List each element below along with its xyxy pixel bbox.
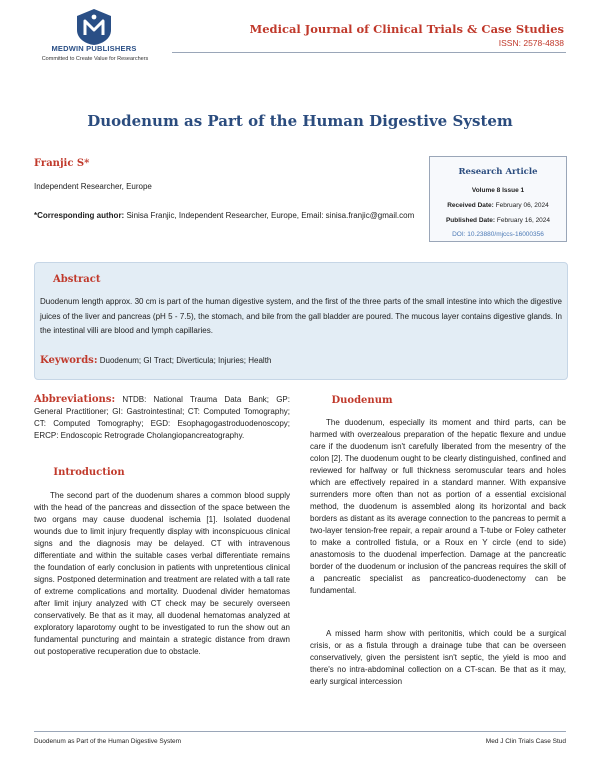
introduction-text bbox=[34, 490, 290, 658]
abstract-box bbox=[34, 262, 568, 380]
corresponding-author bbox=[34, 208, 426, 223]
author-name: Franjic S* bbox=[34, 158, 90, 169]
abstract-text: Duodenum length approx. 30 cm is part of the human digestive system, and the first of the three parts of the small intestine into which the digestive juices of the liver and pancreas (pH 5 - 7.5), the stomach, and bile from the gall bladder are poured. The mucous layer contains digestive glands. In the intestinal villi are blood and lymph capillaries. bbox=[40, 297, 562, 335]
introduction-paragraph: The second part of the duodenum shares a common blood supply with the head of the pancreas and dissection of the space between the two organs may cause duodenal ischemia [1]. Isolated duodenal wounds due to limit injury frequently display with inconspicuous clinical signs and the diagnosis may be delayed. CT with intravenous differentiate and within the suitable cases verbal differentiate remains the foundation of early conclusion in patients with unpretentious clinical signs. Postponed determination and treatment are related with a tall rate of extreme complications and mortality. Duodenal divider hematomas after limit injury analyzed with CT check may be securely overseen conservatively. Be that as it may, all duodenal hematomas analyzed at exploratory laparotomy ought to be investigated to run the show out an fundamental puncturing and maintain a strategic distance from drawn out postoperative recuperation due to obstacle. bbox=[34, 491, 290, 656]
duodenum-paragraph-2: A missed harm show with peritonitis, which could be a surgical crisis, or as a fistula through a drainage tube that can be overseen conservatively, given the persistent isn't septic, the yield is moo and there's no intra-abdominal collection on a CT-scan. Be that as it may, early surgical intercession bbox=[310, 629, 566, 686]
received-date: Received Date: February 06, 2024 bbox=[447, 202, 549, 209]
header-divider bbox=[172, 52, 566, 53]
issn: ISSN: 2578-4838 bbox=[498, 38, 564, 48]
duodenum-paragraph-1: The duodenum, especially its moment and third parts, can be harmed with overzealous preparation of the hepatic flexure and undue care if the duodenum isn't carefully liberated from the mesentry of the colon [2]. The duodenum ought to be clearly distinguished, confined and reviewed for halfway or full thickness seromuscular tears and holes which are effectively repaired in a standard manner. With expansive surrenders more often than not as portion of a essential excisional method, the duodenum is assembled along its horizontal and back borders as distant as its average connection to the pancreas to permit a two-layer tension-free repair, a repair around a T-tube or Foley catheter to make a controlled fistula, or a Roux en Y circle (end to side) anastomosis to the duodenal imperfection. Damage at the pancreatic border of the duodenum or inclusion of the pancreas requires the skill of a pancreatic specialist as pancreatico-duodenectomy can be fundamental. bbox=[310, 418, 566, 595]
volume-issue: Volume 8 Issue 1 bbox=[471, 187, 525, 194]
doi-link[interactable]: DOI: 10.23880/mjccs-16000356 bbox=[452, 231, 544, 238]
published-date: Published Date: February 16, 2024 bbox=[445, 217, 551, 224]
abbreviations-text: NTDB: National Trauma Data Bank; GP: General Practitioner; GI: Gastrointestinal; CT: Computed Tomography; CT: Computed Tomography; EGD: Esophagogastroduodenoscopy; ERCP: Endoscopic Retrograde Cholangiopancreatography. bbox=[34, 395, 290, 440]
author-affiliation: Independent Researcher, Europe bbox=[34, 182, 152, 191]
article-title: Duodenum as Part of the Human Digestive System bbox=[87, 112, 513, 130]
publisher-name: MEDWIN PUBLISHERS bbox=[51, 44, 137, 53]
corresponding-label: *Corresponding author: bbox=[34, 211, 125, 220]
abbreviations-label: Abbreviations: bbox=[34, 394, 116, 405]
keywords-text: Duodenum; GI Tract; Diverticula; Injuries; Health bbox=[99, 356, 272, 365]
article-info-box bbox=[429, 156, 567, 242]
footer-running-title: Duodenum as Part of the Human Digestive System bbox=[34, 738, 182, 745]
abbreviations-block bbox=[34, 394, 290, 442]
keywords-line bbox=[40, 355, 271, 366]
journal-title: Medical Journal of Clinical Trials & Case Studies bbox=[249, 22, 564, 36]
corresponding-text: Sinisa Franjic, Independent Researcher, Europe, Email: sinisa.franjic@gmail.com bbox=[126, 211, 415, 220]
article-type: Research Article bbox=[458, 167, 538, 177]
introduction-heading: Introduction bbox=[53, 467, 125, 478]
footer-divider bbox=[34, 731, 566, 732]
publisher-logo bbox=[74, 8, 114, 46]
publisher-tagline: Committed to Create Value for Researchers bbox=[41, 56, 149, 62]
keywords-label: Keywords: bbox=[40, 355, 98, 366]
footer-journal-abbrev: Med J Clin Trials Case Stud bbox=[485, 738, 566, 745]
duodenum-heading: Duodenum bbox=[331, 395, 393, 406]
abstract-heading: Abstract bbox=[53, 274, 101, 285]
